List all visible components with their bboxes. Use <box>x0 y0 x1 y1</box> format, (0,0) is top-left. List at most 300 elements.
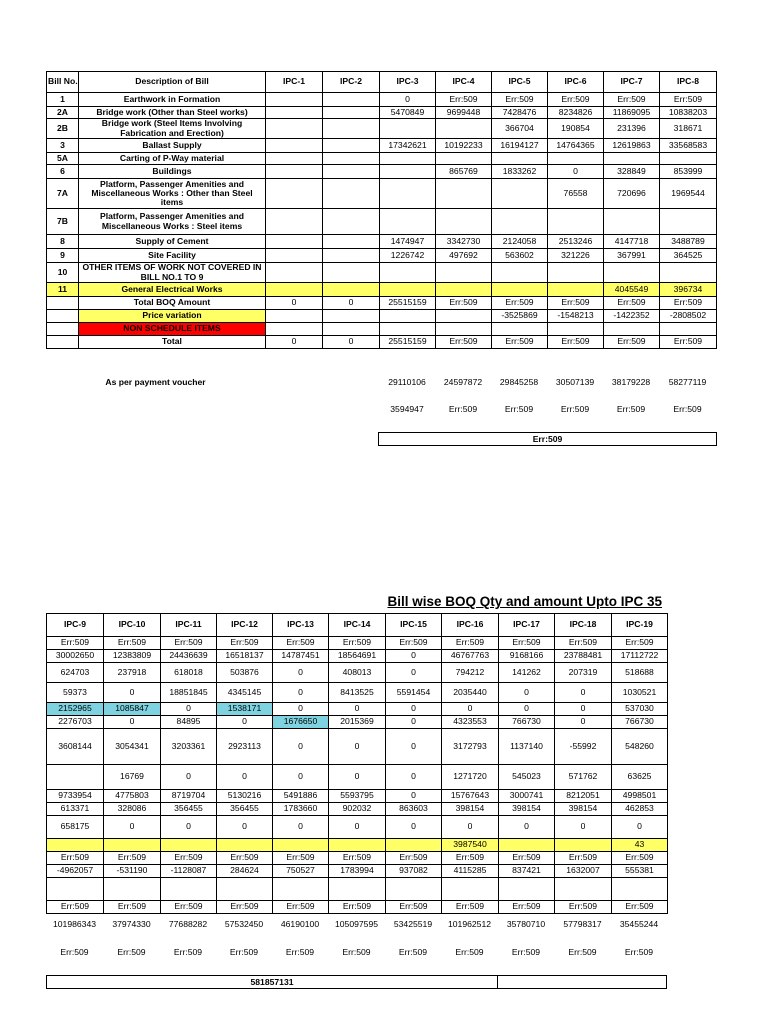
table-row <box>47 323 717 336</box>
amount-cell <box>323 209 380 235</box>
amount-cell: 624703 <box>47 663 104 683</box>
difference-amount: Err:509 <box>342 947 371 958</box>
amount-cell <box>266 107 323 119</box>
amount-cell: 10838203 <box>660 107 717 119</box>
amount-cell: 0 <box>273 816 329 839</box>
amount-cell <box>323 235 380 249</box>
amount-cell: 25515159 <box>380 336 436 349</box>
amount-cell: Err:509 <box>436 336 492 349</box>
amount-cell: 0 <box>323 336 380 349</box>
amount-cell: 863603 <box>386 803 442 816</box>
voucher-amount <box>265 375 322 391</box>
bill-description: OTHER ITEMS OF WORK NOT COVERED IN BILL NO.1 TO 9 <box>79 263 266 283</box>
amount-cell <box>492 179 548 209</box>
amount-cell: 0 <box>555 703 612 716</box>
amount-cell: Err:509 <box>612 637 668 650</box>
column-header: IPC-17 <box>499 614 555 637</box>
amount-cell: 84895 <box>161 716 217 729</box>
amount-cell: 548260 <box>612 729 668 765</box>
voucher-amount: 24597872 <box>443 377 483 388</box>
amount-cell: 15767643 <box>442 790 499 803</box>
amount-cell: 0 <box>499 703 555 716</box>
voucher-amount: 101986343 <box>52 919 96 930</box>
difference-amount: Err:509 <box>448 404 478 415</box>
column-header: IPC-3 <box>380 72 436 93</box>
amount-cell <box>492 209 548 235</box>
amount-cell: Err:509 <box>499 901 555 914</box>
amount-cell: 2513246 <box>548 235 604 249</box>
amount-cell <box>47 839 104 852</box>
column-header: IPC-12 <box>217 614 273 637</box>
voucher-amount: 29110106 <box>388 377 426 388</box>
amount-cell: Err:509 <box>612 852 668 865</box>
header-row <box>47 614 668 637</box>
amount-cell: 0 <box>386 650 442 663</box>
amount-cell: 17342621 <box>380 139 436 153</box>
amount-cell: 1085847 <box>104 703 161 716</box>
column-header: Bill No. <box>47 72 79 93</box>
amount-cell: 1271720 <box>442 765 499 790</box>
amount-cell <box>660 209 717 235</box>
amount-cell <box>660 263 717 283</box>
amount-cell: 8234826 <box>548 107 604 119</box>
amount-cell: 0 <box>386 663 442 683</box>
difference-amount: 3594947 <box>390 404 424 415</box>
table-row <box>47 865 668 878</box>
bill-number: 7A <box>47 179 79 209</box>
amount-cell <box>323 93 380 107</box>
amount-cell: 207319 <box>555 663 612 683</box>
amount-cell: 0 <box>266 336 323 349</box>
amount-cell: 18564691 <box>329 650 386 663</box>
bill-number: 3 <box>47 139 79 153</box>
amount-cell: 766730 <box>612 716 668 729</box>
amount-cell: 16518137 <box>217 650 273 663</box>
amount-cell: 16194127 <box>492 139 548 153</box>
amount-cell <box>380 283 436 297</box>
table-row <box>47 263 717 283</box>
amount-cell <box>273 878 329 901</box>
amount-cell: Err:509 <box>47 637 104 650</box>
amount-cell: Err:509 <box>436 93 492 107</box>
amount-cell: 367991 <box>604 249 660 263</box>
amount-cell <box>436 153 492 165</box>
amount-cell: 328849 <box>604 165 660 179</box>
voucher-amount: 29845258 <box>499 377 539 388</box>
bill-number: 6 <box>47 165 79 179</box>
column-header: IPC-4 <box>436 72 492 93</box>
amount-cell <box>217 878 273 901</box>
table-row <box>47 729 668 765</box>
bill-description: Bridge work (Steel Items Involving Fabrication and Erection) <box>79 119 266 139</box>
bill-description: Buildings <box>79 165 266 179</box>
amount-cell: 0 <box>266 297 323 310</box>
voucher-row <box>46 914 667 936</box>
amount-cell <box>436 323 492 336</box>
table-row <box>47 297 717 310</box>
amount-cell: 0 <box>380 93 436 107</box>
amount-cell: 555381 <box>612 865 668 878</box>
amount-cell <box>548 283 604 297</box>
amount-cell <box>499 839 555 852</box>
amount-cell: -1128087 <box>161 865 217 878</box>
payment-voucher-table-ipc-9-19 <box>46 914 667 964</box>
difference-amount: Err:509 <box>117 947 146 958</box>
amount-cell: 1030521 <box>612 683 668 703</box>
amount-cell: 545023 <box>499 765 555 790</box>
amount-cell <box>436 263 492 283</box>
amount-cell: 0 <box>217 716 273 729</box>
amount-cell: 0 <box>273 765 329 790</box>
amount-cell: 0 <box>329 703 386 716</box>
amount-cell: Err:509 <box>492 93 548 107</box>
amount-cell <box>380 179 436 209</box>
bill-description: Earthwork in Formation <box>79 93 266 107</box>
amount-cell <box>380 323 436 336</box>
amount-cell: 0 <box>329 816 386 839</box>
amount-cell <box>386 878 442 901</box>
amount-cell: 3172793 <box>442 729 499 765</box>
column-header: IPC-15 <box>386 614 442 637</box>
amount-cell: 10192233 <box>436 139 492 153</box>
amount-cell: 43 <box>612 839 668 852</box>
bill-description: General Electrical Works <box>79 283 266 297</box>
table-row <box>47 683 668 703</box>
amount-cell <box>323 323 380 336</box>
difference-amount <box>265 402 322 418</box>
amount-cell: 497692 <box>436 249 492 263</box>
amount-cell <box>323 165 380 179</box>
amount-cell: 7428476 <box>492 107 548 119</box>
amount-cell: Err:509 <box>442 637 499 650</box>
column-header: IPC-14 <box>329 614 386 637</box>
amount-cell: 3203361 <box>161 729 217 765</box>
boq-table-ipc-9-19 <box>46 613 668 914</box>
table-row <box>47 637 668 650</box>
amount-cell <box>266 179 323 209</box>
amount-cell: 2124058 <box>492 235 548 249</box>
amount-cell: 33568583 <box>660 139 717 153</box>
amount-cell: 5491886 <box>273 790 329 803</box>
amount-cell: Err:509 <box>329 901 386 914</box>
amount-cell: 0 <box>217 765 273 790</box>
amount-cell: 321226 <box>548 249 604 263</box>
amount-cell: Err:509 <box>660 93 717 107</box>
bill-number <box>47 336 79 349</box>
amount-cell: 0 <box>329 765 386 790</box>
amount-cell: 24436639 <box>161 650 217 663</box>
amount-cell <box>604 153 660 165</box>
amount-cell: 571762 <box>555 765 612 790</box>
amount-cell: 0 <box>104 683 161 703</box>
amount-cell <box>604 209 660 235</box>
table-row <box>47 901 668 914</box>
amount-cell: Err:509 <box>548 93 604 107</box>
amount-cell: Err:509 <box>217 852 273 865</box>
amount-cell: 1137140 <box>499 729 555 765</box>
amount-cell: 750527 <box>273 865 329 878</box>
amount-cell: 1226742 <box>380 249 436 263</box>
amount-cell: 0 <box>161 816 217 839</box>
difference-amount: Err:509 <box>568 947 597 958</box>
amount-cell: Err:509 <box>604 297 660 310</box>
bill-number: 2B <box>47 119 79 139</box>
amount-cell: 356455 <box>161 803 217 816</box>
difference-amount: Err:509 <box>511 947 541 958</box>
voucher-label: As per payment voucher <box>105 377 206 388</box>
amount-cell: 16769 <box>104 765 161 790</box>
table-row <box>47 703 668 716</box>
bill-description: Platform, Passenger Amenities and Miscellaneous Works : Other than Steel items <box>79 179 266 209</box>
table-row <box>47 310 717 323</box>
amount-cell: 503876 <box>217 663 273 683</box>
amount-cell <box>266 310 323 323</box>
amount-cell <box>548 263 604 283</box>
voucher-amount: 77688282 <box>168 919 208 930</box>
column-header: IPC-16 <box>442 614 499 637</box>
voucher-amount: 30507139 <box>555 377 595 388</box>
amount-cell <box>266 263 323 283</box>
amount-cell: Err:509 <box>499 852 555 865</box>
amount-cell <box>323 119 380 139</box>
bill-number: 11 <box>47 283 79 297</box>
difference-amount: Err:509 <box>455 947 484 958</box>
amount-cell: Err:509 <box>555 852 612 865</box>
amount-cell: 4115285 <box>442 865 499 878</box>
amount-cell: 518688 <box>612 663 668 683</box>
voucher-amount: 35455244 <box>619 919 659 930</box>
amount-cell: 328086 <box>104 803 161 816</box>
amount-cell <box>266 153 323 165</box>
amount-cell: 4998501 <box>612 790 668 803</box>
amount-cell: 284624 <box>217 865 273 878</box>
amount-cell <box>323 249 380 263</box>
amount-cell: 462853 <box>612 803 668 816</box>
column-header: IPC-7 <box>604 72 660 93</box>
amount-cell <box>323 179 380 209</box>
amount-cell: 364525 <box>660 249 717 263</box>
amount-cell: Err:509 <box>386 637 442 650</box>
voucher-amount: 58277119 <box>668 377 707 388</box>
amount-cell: 0 <box>273 703 329 716</box>
amount-cell: 3342730 <box>436 235 492 249</box>
difference-amount: Err:509 <box>624 947 654 958</box>
amount-cell: 0 <box>273 683 329 703</box>
amount-cell: 9733954 <box>47 790 104 803</box>
amount-cell <box>266 93 323 107</box>
table-row <box>47 283 717 297</box>
amount-cell <box>323 139 380 153</box>
table-row <box>47 650 668 663</box>
amount-cell: 3000741 <box>499 790 555 803</box>
amount-cell: Err:509 <box>104 852 161 865</box>
amount-cell: 0 <box>217 816 273 839</box>
amount-cell: 0 <box>323 297 380 310</box>
amount-cell <box>386 839 442 852</box>
amount-cell: 2923113 <box>217 729 273 765</box>
amount-cell: 0 <box>104 716 161 729</box>
bill-description: Supply of Cement <box>79 235 266 249</box>
amount-cell: Err:509 <box>47 901 104 914</box>
amount-cell <box>492 263 548 283</box>
amount-cell: 1833262 <box>492 165 548 179</box>
boq-table-ipc-1-8 <box>46 71 717 349</box>
amount-cell: 4775803 <box>104 790 161 803</box>
column-header: IPC-19 <box>612 614 668 637</box>
amount-cell: Err:509 <box>499 637 555 650</box>
bill-number: 1 <box>47 93 79 107</box>
amount-cell: Err:509 <box>217 901 273 914</box>
amount-cell: 0 <box>386 765 442 790</box>
amount-cell: Err:509 <box>604 336 660 349</box>
amount-cell: 0 <box>386 716 442 729</box>
amount-cell <box>104 878 161 901</box>
amount-cell: Err:509 <box>442 901 499 914</box>
bill-number: 8 <box>47 235 79 249</box>
amount-cell <box>217 839 273 852</box>
bill-number <box>47 297 79 310</box>
grand-total-value: 581857131 <box>47 976 498 988</box>
amount-cell <box>266 209 323 235</box>
amount-cell: 9168166 <box>499 650 555 663</box>
amount-cell: 0 <box>273 663 329 683</box>
amount-cell: 190854 <box>548 119 604 139</box>
amount-cell: 237918 <box>104 663 161 683</box>
bill-description: Platform, Passenger Amenities and Miscellaneous Works : Steel items <box>79 209 266 235</box>
table-row <box>47 878 668 901</box>
voucher-amount: 37974330 <box>112 919 151 930</box>
amount-cell: -55992 <box>555 729 612 765</box>
amount-cell: 1969544 <box>660 179 717 209</box>
amount-cell <box>329 839 386 852</box>
voucher-amount: 35780710 <box>506 919 546 930</box>
amount-cell: Err:509 <box>386 901 442 914</box>
amount-cell: 5593795 <box>329 790 386 803</box>
difference-amount: Err:509 <box>285 947 315 958</box>
column-header: IPC-8 <box>660 72 717 93</box>
difference-amount: Err:509 <box>560 404 590 415</box>
amount-cell <box>266 119 323 139</box>
bill-number: 9 <box>47 249 79 263</box>
bill-number: 2A <box>47 107 79 119</box>
difference-row <box>46 942 667 964</box>
difference-amount: Err:509 <box>398 947 428 958</box>
amount-cell: -1422352 <box>604 310 660 323</box>
table-row <box>47 765 668 790</box>
amount-cell: 4345145 <box>217 683 273 703</box>
amount-cell: 11869095 <box>604 107 660 119</box>
difference-amount: Err:509 <box>173 947 203 958</box>
amount-cell <box>604 263 660 283</box>
amount-cell: Err:509 <box>329 852 386 865</box>
amount-cell: 0 <box>273 729 329 765</box>
amount-cell: 865769 <box>436 165 492 179</box>
amount-cell <box>266 249 323 263</box>
amount-cell <box>104 839 161 852</box>
amount-cell: 0 <box>329 729 386 765</box>
amount-cell <box>436 179 492 209</box>
voucher-amount: 38179228 <box>611 377 651 388</box>
amount-cell: Err:509 <box>386 852 442 865</box>
amount-cell <box>266 139 323 153</box>
amount-cell: 0 <box>499 816 555 839</box>
difference-amount: Err:509 <box>60 947 89 958</box>
amount-cell <box>380 119 436 139</box>
bill-description: Total <box>79 336 266 349</box>
amount-cell <box>266 283 323 297</box>
amount-cell: 902032 <box>329 803 386 816</box>
amount-cell: 25515159 <box>380 297 436 310</box>
table-row <box>47 839 668 852</box>
amount-cell: 231396 <box>604 119 660 139</box>
amount-cell: Err:509 <box>273 637 329 650</box>
amount-cell: 2035440 <box>442 683 499 703</box>
table-row <box>47 153 717 165</box>
amount-cell: 356455 <box>217 803 273 816</box>
amount-cell: 1676650 <box>273 716 329 729</box>
voucher-amount: 57798317 <box>563 919 602 930</box>
amount-cell <box>161 839 217 852</box>
amount-cell: 141262 <box>499 663 555 683</box>
difference-row <box>46 402 716 418</box>
table-row <box>47 139 717 153</box>
table-row <box>47 119 717 139</box>
amount-cell <box>555 839 612 852</box>
amount-cell: 8413525 <box>329 683 386 703</box>
amount-cell: 17112722 <box>612 650 668 663</box>
amount-cell: 563602 <box>492 249 548 263</box>
amount-cell: 0 <box>555 816 612 839</box>
amount-cell: 14764365 <box>548 139 604 153</box>
amount-cell <box>380 153 436 165</box>
amount-cell: 0 <box>386 816 442 839</box>
amount-cell: 398154 <box>499 803 555 816</box>
amount-cell: 794212 <box>442 663 499 683</box>
amount-cell: 1538171 <box>217 703 273 716</box>
amount-cell <box>323 310 380 323</box>
bill-description: NON SCHEDULE ITEMS <box>79 323 266 336</box>
amount-cell <box>604 323 660 336</box>
difference-amount: Err:509 <box>229 947 259 958</box>
column-header: Description of Bill <box>79 72 266 93</box>
amount-cell: Err:509 <box>548 297 604 310</box>
amount-cell: Err:509 <box>329 637 386 650</box>
amount-cell: 12619863 <box>604 139 660 153</box>
voucher-amount: 101962512 <box>447 919 491 930</box>
amount-cell: 4147718 <box>604 235 660 249</box>
amount-cell: Err:509 <box>273 901 329 914</box>
amount-cell: Err:509 <box>104 901 161 914</box>
amount-cell <box>436 283 492 297</box>
table-row <box>47 165 717 179</box>
amount-cell: 2152965 <box>47 703 104 716</box>
amount-cell: 3488789 <box>660 235 717 249</box>
difference-amount: Err:509 <box>673 404 702 415</box>
amount-cell: 0 <box>548 165 604 179</box>
column-header: IPC-2 <box>323 72 380 93</box>
amount-cell: 1632007 <box>555 865 612 878</box>
bill-description: Site Facility <box>79 249 266 263</box>
amount-cell <box>548 153 604 165</box>
column-header: IPC-6 <box>548 72 604 93</box>
amount-cell: 0 <box>386 703 442 716</box>
amount-cell: Err:509 <box>660 297 717 310</box>
amount-cell: Err:509 <box>161 637 217 650</box>
amount-cell: Err:509 <box>492 297 548 310</box>
amount-cell: 720696 <box>604 179 660 209</box>
amount-cell: 5470849 <box>380 107 436 119</box>
column-header: IPC-13 <box>273 614 329 637</box>
